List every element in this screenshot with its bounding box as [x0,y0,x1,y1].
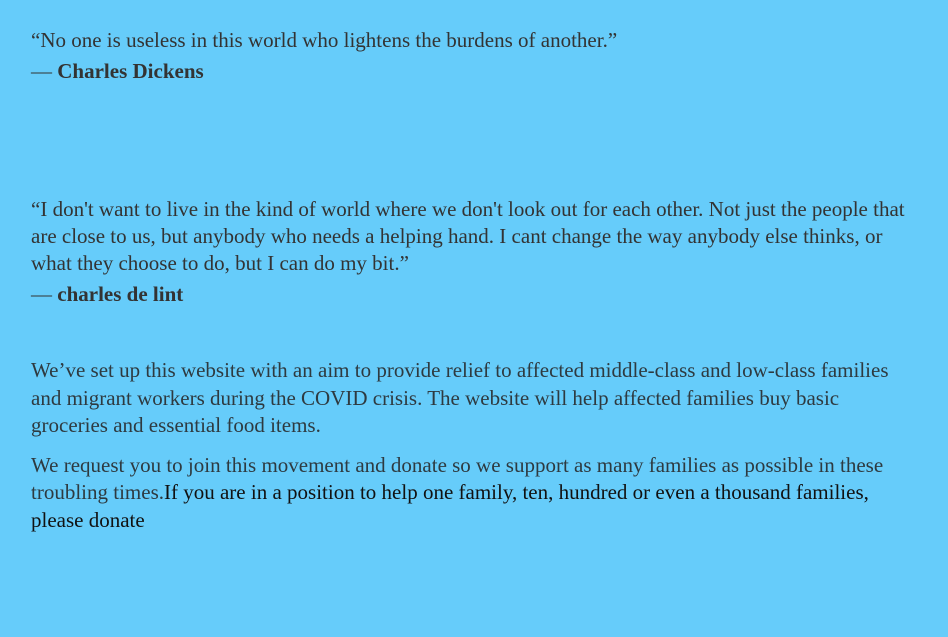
mission-paragraph-aim: We’ve set up this website with an aim to provide relief to affected middle-class and low-class families and migrant workers during the COVID crisis. The website will help affected families buy basic groceries and essential food items. [31,358,889,437]
mission-paragraph-request [31,452,911,535]
quote-attribution [31,56,911,86]
quote-attribution [31,279,911,309]
quote-de-lint [31,196,911,309]
donate-appeal-text: If you are in a position to help one family, ten, hundred or even a thousand families, please donate [31,480,869,532]
quote-author: Charles Dickens [57,59,204,83]
main-content [31,27,911,546]
quote-text: “No one is useless in this world who lightens the burdens of another.” [31,28,618,52]
attribution-dash: — [31,282,58,306]
mission-statement [31,357,911,534]
quote-dickens [31,27,911,86]
attribution-dash: — [31,59,58,83]
quote-text: “I don't want to live in the kind of world where we don't look out for each other. Not just the people that are close to us, but anybody who needs a helping hand. I cant change the way anybody else thinks, or what they choose to do, but I can do my bit.” [31,197,905,275]
request-text: We request you to join this movement and donate so we support as many families as possible in these troubling times. [31,452,884,504]
quote-author: charles de lint [57,282,184,306]
